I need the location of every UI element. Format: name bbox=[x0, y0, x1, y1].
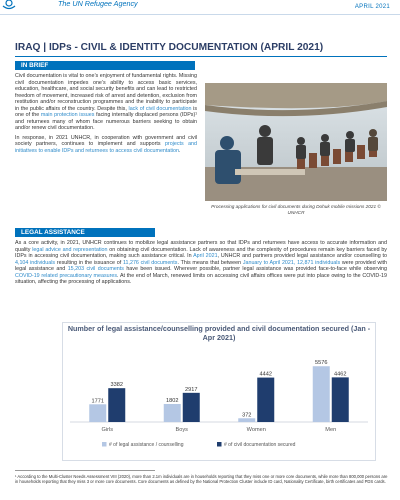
agency-name: The UN Refugee Agency bbox=[58, 0, 138, 8]
data-label: 1771 bbox=[91, 398, 104, 405]
category-label-boys: Boys bbox=[175, 427, 188, 433]
legal-text-1: As a core activity, in 2021, UNHCR continues to mobilize legal assistance partners so that IDPs and returnees have access to accurate information and quality bbox=[15, 240, 387, 253]
legend-label-2: # of civil documentation secured bbox=[224, 442, 296, 448]
legal-text-7: have been issued. Wherever possible, partner legal assistance was provided face-to-face while observing bbox=[123, 266, 387, 272]
bar-women-series-2 bbox=[257, 378, 274, 422]
individuals-count-link[interactable]: 4,104 individuals bbox=[15, 259, 56, 266]
in-brief-text-1b: is one of the bbox=[15, 105, 198, 118]
legal-advice-link[interactable]: legal advice and representation bbox=[32, 246, 108, 253]
category-label-women: Women bbox=[246, 427, 266, 433]
legend-swatch-1 bbox=[102, 442, 107, 447]
bar-men-series-1 bbox=[313, 366, 330, 422]
bar-girls-series-2 bbox=[108, 388, 125, 422]
legal-assistance-heading: LEGAL ASSISTANCE bbox=[15, 228, 155, 237]
category-label-men: Men bbox=[325, 427, 337, 433]
data-label: 5576 bbox=[315, 360, 328, 367]
legal-text-4: resulting in the issuance of bbox=[55, 259, 123, 266]
bar-girls-series-1 bbox=[89, 404, 106, 422]
bar-men-series-2 bbox=[332, 377, 349, 422]
in-brief-paragraph-2 bbox=[15, 135, 197, 155]
bar-boys-series-2 bbox=[183, 393, 200, 422]
header-divider bbox=[0, 14, 400, 15]
legal-text-6: were provided with legal assistance and bbox=[15, 259, 387, 272]
data-label: 1802 bbox=[166, 397, 179, 404]
bar-women-series-1 bbox=[238, 418, 255, 422]
legal-assistance-text bbox=[15, 240, 387, 286]
data-label: 2917 bbox=[185, 386, 198, 393]
main-protection-issues-link[interactable]: main protection issues bbox=[40, 112, 95, 118]
in-brief-text-1a: Civil documentation is vital to one’s enjoyment of fundamental rights. Missing civil documentation impedes one’s ability to access basic services, education, healthcare, and social security benefits and can lead to restricted freedom of movement, increased risk of arrest and detention, exclusion from restitution and/or reconstruction programmes and the inability to participate in the public affairs of the country. Despite this, bbox=[15, 73, 197, 112]
in-brief-paragraph-1 bbox=[15, 73, 197, 132]
page-title: IRAQ | IDPs - CIVIL & IDENTITY DOCUMENTATION (APRIL 2021) bbox=[15, 42, 324, 53]
jan-apr-individuals-link[interactable]: January to April 2021, 12,871 individuals bbox=[242, 259, 341, 266]
footnote: ¹ According to the Multi-Cluster Needs Assessment VIII (2020), more than 2.1m individuals are in households reporting that they miss one or more core documents, while more than 800,000 persons are in households reporting that they miss 3 or more core documents. Core documents as defined by the National Protection Cluster include ID card, Nationality Certificate, birth certificates and PDS cards. bbox=[15, 474, 388, 484]
title-divider bbox=[15, 56, 387, 57]
april-2021-link[interactable]: April 2021 bbox=[193, 253, 218, 259]
legal-text-8: . At the end of March, renewed limits on accessing civil affairs offices were put into place owing to the COVID-19 situation, affecting the processing of applications. bbox=[15, 272, 388, 285]
footnote-divider bbox=[15, 470, 155, 471]
chart-title: Number of legal assistance/counselling provided and civil documentation secured (Jan - Apr 2021) bbox=[67, 324, 371, 342]
unhcr-logo-icon bbox=[2, 0, 18, 10]
legal-text-5: . This means that between bbox=[177, 259, 243, 266]
legend-label-1: # of legal assistance / counselling bbox=[109, 442, 184, 448]
photo-illustration bbox=[205, 83, 387, 201]
legal-assistance-bar-chart bbox=[62, 322, 376, 461]
mobile-mission-photo bbox=[205, 83, 387, 201]
data-label: 4442 bbox=[259, 371, 272, 378]
projects-initiatives-link[interactable]: projects and initiatives to enable IDPs and returnees to access civil documentation bbox=[15, 141, 197, 154]
documents-count-link[interactable]: 11,276 civil documents bbox=[122, 259, 178, 266]
lack-of-documentation-link[interactable]: lack of civil documentation bbox=[128, 105, 192, 112]
report-date: APRIL 2021 bbox=[354, 4, 390, 10]
in-brief-text-1c: facing internally displaced persons (IDPs)¹ and returnees many of whom face numerous barriers seeking to obtain and/or renew civil documentation. bbox=[15, 112, 198, 131]
photo-caption: Processing applications for civil documents during Dohuk mobile missions 2021 © UNHCR bbox=[211, 204, 381, 215]
in-brief-text-2a: In response, in 2021 UNHCR, in cooperation with government and civil society partners, continues to implement and supports bbox=[15, 134, 197, 147]
total-documents-link[interactable]: 15,203 civil documents bbox=[67, 266, 124, 272]
bar-boys-series-1 bbox=[164, 404, 181, 422]
data-label: 4462 bbox=[334, 371, 347, 378]
page-header bbox=[0, 0, 400, 16]
legal-text-3: , UNHCR and partners provided legal assistance and/or counselling to bbox=[217, 253, 387, 259]
legend-swatch-2 bbox=[217, 442, 222, 447]
data-label: 372 bbox=[242, 412, 252, 419]
category-label-girls: Girls bbox=[101, 427, 113, 433]
in-brief-text bbox=[15, 73, 197, 154]
data-label: 3382 bbox=[110, 382, 123, 389]
in-brief-text-2b: . bbox=[178, 147, 181, 154]
covid-measures-link[interactable]: COVID-19 related precautionary measures bbox=[15, 272, 118, 279]
legal-text-2: on obtaining civil documentation. Lack of awareness and the complexity of procedures remain key barriers faced by IDPs in accessing civil documentation, making such assistance critical. In bbox=[15, 246, 387, 259]
in-brief-heading: IN BRIEF bbox=[15, 61, 195, 70]
